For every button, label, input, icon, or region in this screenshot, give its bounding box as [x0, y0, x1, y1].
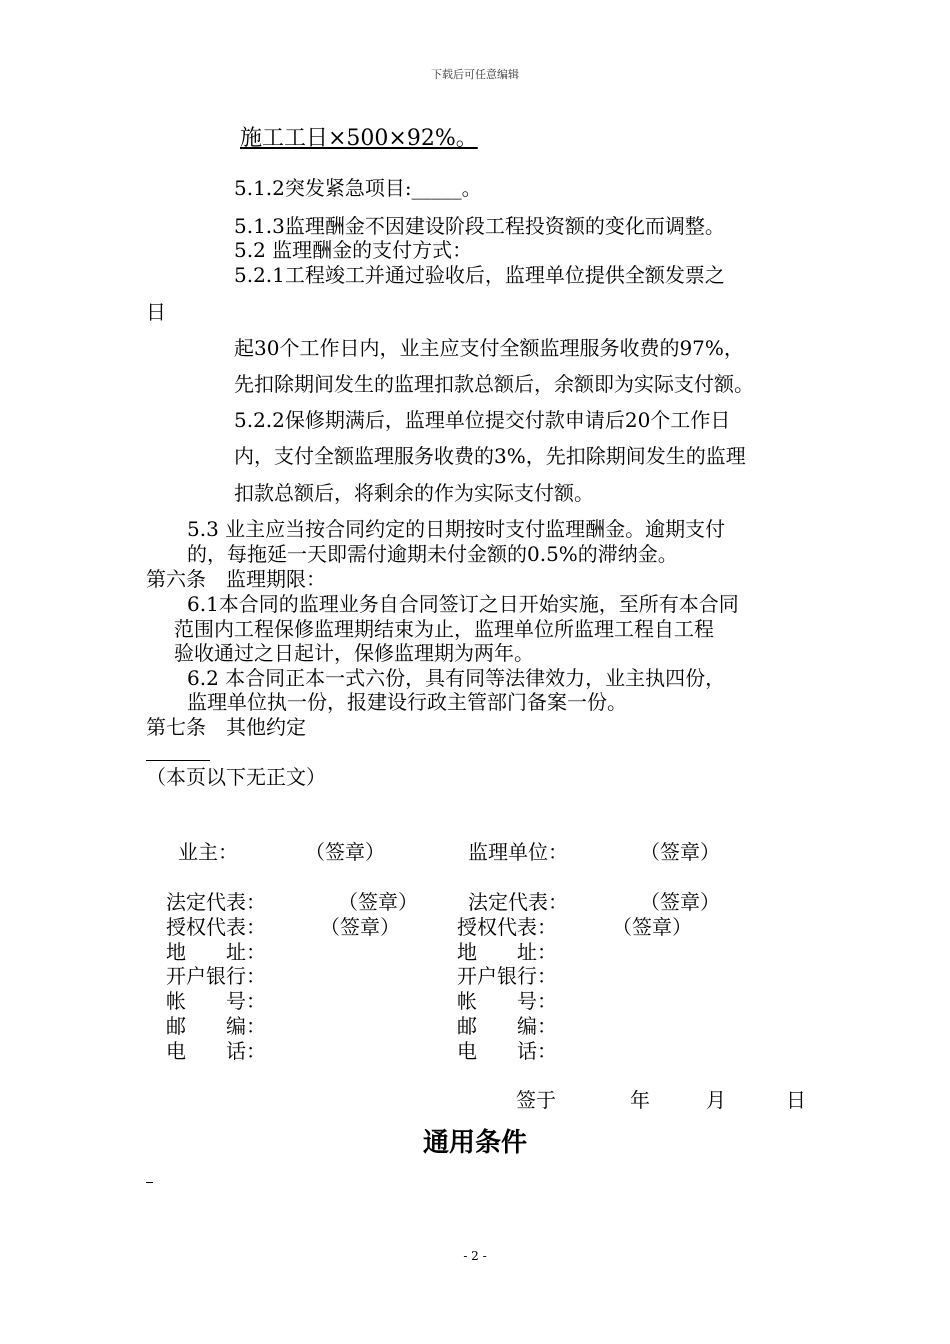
supervisor-phone-label: 电 话：	[457, 1039, 557, 1063]
clause-6-2-line2: 监理单位执一份，报建设行政主管部门备案一份。	[187, 690, 627, 714]
stray-mark	[146, 1182, 153, 1183]
owner-label: 业主：	[178, 840, 238, 864]
clause-5-2-1-line2: 日	[146, 300, 166, 324]
owner-account-label: 帐 号：	[166, 989, 266, 1013]
owner-phone-label: 电 话：	[166, 1039, 266, 1063]
owner-legal-rep-seal: （签章）	[338, 890, 418, 914]
page-header: 下载后可任意编辑	[431, 68, 519, 81]
supervisor-address-label: 地 址：	[457, 940, 557, 964]
supervisor-bank-label: 开户银行：	[457, 964, 557, 988]
clause-6-1-line1: 6.1本合同的监理业务自合同签订之日开始实施，至所有本合同	[187, 592, 739, 616]
owner-auth-rep-label: 授权代表：	[166, 915, 266, 939]
clause-5-2-1-line1: 5.2.1工程竣工并通过验收后，监理单位提供全额发票之	[234, 263, 725, 287]
clause-6-1-line3: 验收通过之日起计，保修监理期为两年。	[174, 641, 534, 665]
clause-5-2-1-line3: 起30个工作日内，业主应支付全额监理服务收费的97%，	[234, 336, 744, 360]
supervisor-auth-rep-seal: （签章）	[612, 915, 692, 939]
clause-5-3-line2: 的，每拖延一天即需付逾期未付金额的0.5%的滞纳金。	[187, 542, 678, 566]
owner-legal-rep-label: 法定代表：	[166, 890, 266, 914]
clause-5-1-3: 5.1.3监理酬金不因建设阶段工程投资额的变化而调整。	[234, 214, 725, 238]
supervisor-auth-rep-label: 授权代表：	[457, 915, 557, 939]
supervisor-seal: （签章）	[640, 840, 720, 864]
no-further-text-note: （本页以下无正文）	[146, 765, 326, 789]
year-label: 年	[630, 1088, 650, 1112]
fee-formula: 施工工日×500×92%。	[240, 126, 478, 151]
month-label: 月	[706, 1088, 726, 1112]
section-title: 通用条件	[422, 1128, 527, 1158]
supervisor-label: 监理单位：	[468, 840, 568, 864]
clause-5-2-1-line4: 先扣除期间发生的监理扣款总额后，余额即为实际支付额。	[234, 372, 754, 396]
supervisor-legal-rep-label: 法定代表：	[468, 890, 568, 914]
clause-5-2: 5.2 监理酬金的支付方式：	[234, 238, 473, 262]
owner-auth-rep-seal: （签章）	[320, 915, 400, 939]
page-number: - 2 -	[463, 1249, 487, 1263]
supervisor-legal-rep-seal: （签章）	[640, 890, 720, 914]
clause-5-2-2-line2: 内，支付全额监理服务收费的3%，先扣除期间发生的监理	[234, 444, 746, 468]
clause-6-1-line2: 范围内工程保修监理期结束为止，监理单位所监理工程自工程	[174, 617, 714, 641]
clause-5-2-2-line3: 扣款总额后，将剩余的作为实际支付额。	[234, 481, 594, 505]
owner-address-label: 地 址：	[166, 940, 266, 964]
supervisor-account-label: 帐 号：	[457, 989, 557, 1013]
article-7-heading: 第七条 其他约定	[146, 715, 306, 739]
day-label: 日	[786, 1088, 806, 1112]
clause-5-1-2: 5.1.2突发紧急项目:_____。	[234, 176, 482, 200]
owner-seal: （签章）	[305, 840, 385, 864]
clause-5-3-line1: 5.3 业主应当按合同约定的日期按时支付监理酬金。逾期支付	[187, 517, 726, 541]
owner-bank-label: 开户银行：	[166, 964, 266, 988]
supervisor-postcode-label: 邮 编：	[457, 1014, 557, 1038]
clause-5-2-2-line1: 5.2.2保修期满后，监理单位提交付款申请后20个工作日	[234, 408, 731, 432]
clause-6-2-line1: 6.2 本合同正本一式六份，具有同等法律效力，业主执四份，	[187, 666, 726, 690]
owner-postcode-label: 邮 编：	[166, 1014, 266, 1038]
article-6-heading: 第六条 监理期限：	[146, 567, 326, 591]
signed-at-label: 签于	[516, 1088, 556, 1112]
blank-underline	[146, 760, 210, 761]
